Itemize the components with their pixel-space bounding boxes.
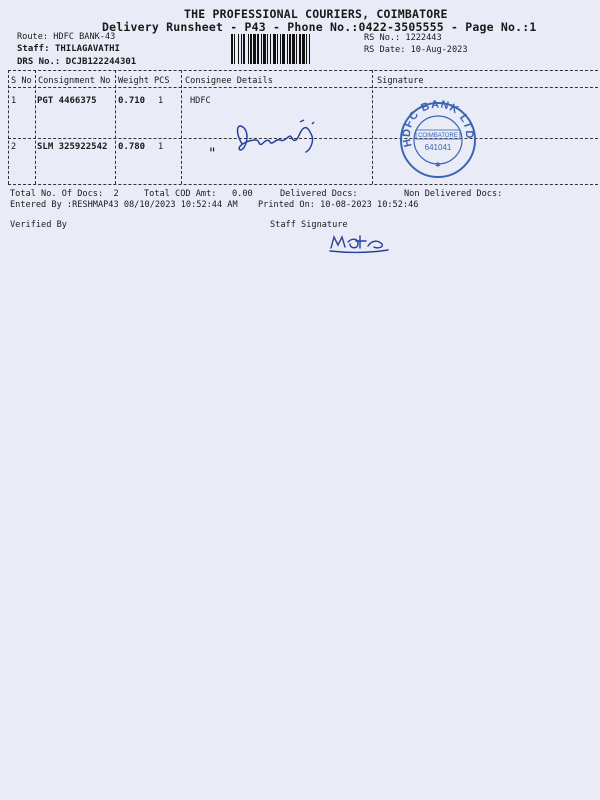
row1-weight: 0.710 [118,96,146,106]
route-line [17,32,115,42]
drs-line [17,57,136,67]
table-top-border [8,70,598,71]
table-bottom-border [8,184,598,185]
row2-pcs: 1 [158,142,164,152]
col-divider [115,70,116,184]
rs-date-label: RS Date: [364,45,406,55]
route-label: Route: [17,32,49,42]
barcode [231,34,354,64]
row2-consignment: SLM 325922542 [37,142,108,152]
row1-consignment: PGT 4466375 [37,96,97,106]
svg-text:HDFC BANK LTD [401,100,475,148]
stamp-top-text: HDFC BANK LTD [400,100,476,149]
total-docs-value: 2 [113,189,119,199]
entered-by [10,200,238,210]
total-cod-value: 0.00 [231,189,253,199]
row1-consignee: HDFC [190,96,211,106]
stamp-star-icon: ✱ [435,160,441,170]
rs-no-line [364,33,442,43]
row2-sno: 2 [11,142,17,152]
row2-weight: 0.780 [118,142,146,152]
delivered-docs-label: Delivered Docs: [280,189,358,199]
drs-label: DRS No.: [17,57,61,67]
total-docs [10,189,119,199]
stamp-branch: COIMBATORE [418,133,458,139]
col-divider [8,70,9,184]
total-docs-label: Total No. Of Docs: [10,189,104,199]
table-header-border [8,87,598,88]
staff-line [17,44,120,54]
staff-value: THILAGAVATHI [54,44,120,54]
non-delivered-docs-label: Non Delivered Docs: [404,189,503,199]
company-name: THE PROFESSIONAL COURIERS, COIMBATORE [184,7,448,21]
barcode-bar [310,34,312,64]
rs-date-value: 10-Aug-2023 [410,45,468,55]
verified-by-label: Verified By [10,220,67,230]
row1-pcs: 1 [158,96,164,106]
row1-sno: 1 [11,96,17,106]
col-header-consignment: Consignment No [38,76,111,86]
runsheet-title: Delivery Runsheet - P43 - Phone No.:0422-3505555 - Page No.:1 [102,20,537,34]
drs-value: DCJB122244301 [65,57,137,67]
receiver-signature [228,116,328,158]
col-divider [35,70,36,184]
col-divider [181,70,182,184]
entered-by-value: RESHMAP43 08/10/2023 10:52:44 AM [72,200,238,210]
staff-signature-label: Staff Signature [270,220,348,230]
staff-signature [328,232,392,254]
col-header-consignee: Consignee Details [185,76,273,86]
route-value: HDFC BANK-43 [53,32,116,42]
bank-stamp [398,100,478,180]
col-header-signature: Signature [377,76,424,86]
col-header-weight: Weight [118,76,150,86]
staff-label: Staff: [17,44,50,54]
col-divider [372,70,373,184]
stamp-code: 641041 [424,143,452,152]
rs-no-label: RS No.: [364,33,401,43]
col-header-pcs: PCS [154,76,170,86]
rs-no-value: 1222443 [405,33,442,43]
printed-on-label: Printed On: [258,200,315,210]
total-cod-label: Total COD Amt: [144,189,217,199]
total-cod [144,189,253,199]
rs-date-line [364,45,468,55]
col-header-sno: S No [11,76,32,86]
printed-on-value: 10-08-2023 10:52:46 [320,200,419,210]
entered-by-label: Entered By : [10,200,73,210]
row2-consignee-ditto: " [208,146,217,162]
printed-on [258,200,418,210]
